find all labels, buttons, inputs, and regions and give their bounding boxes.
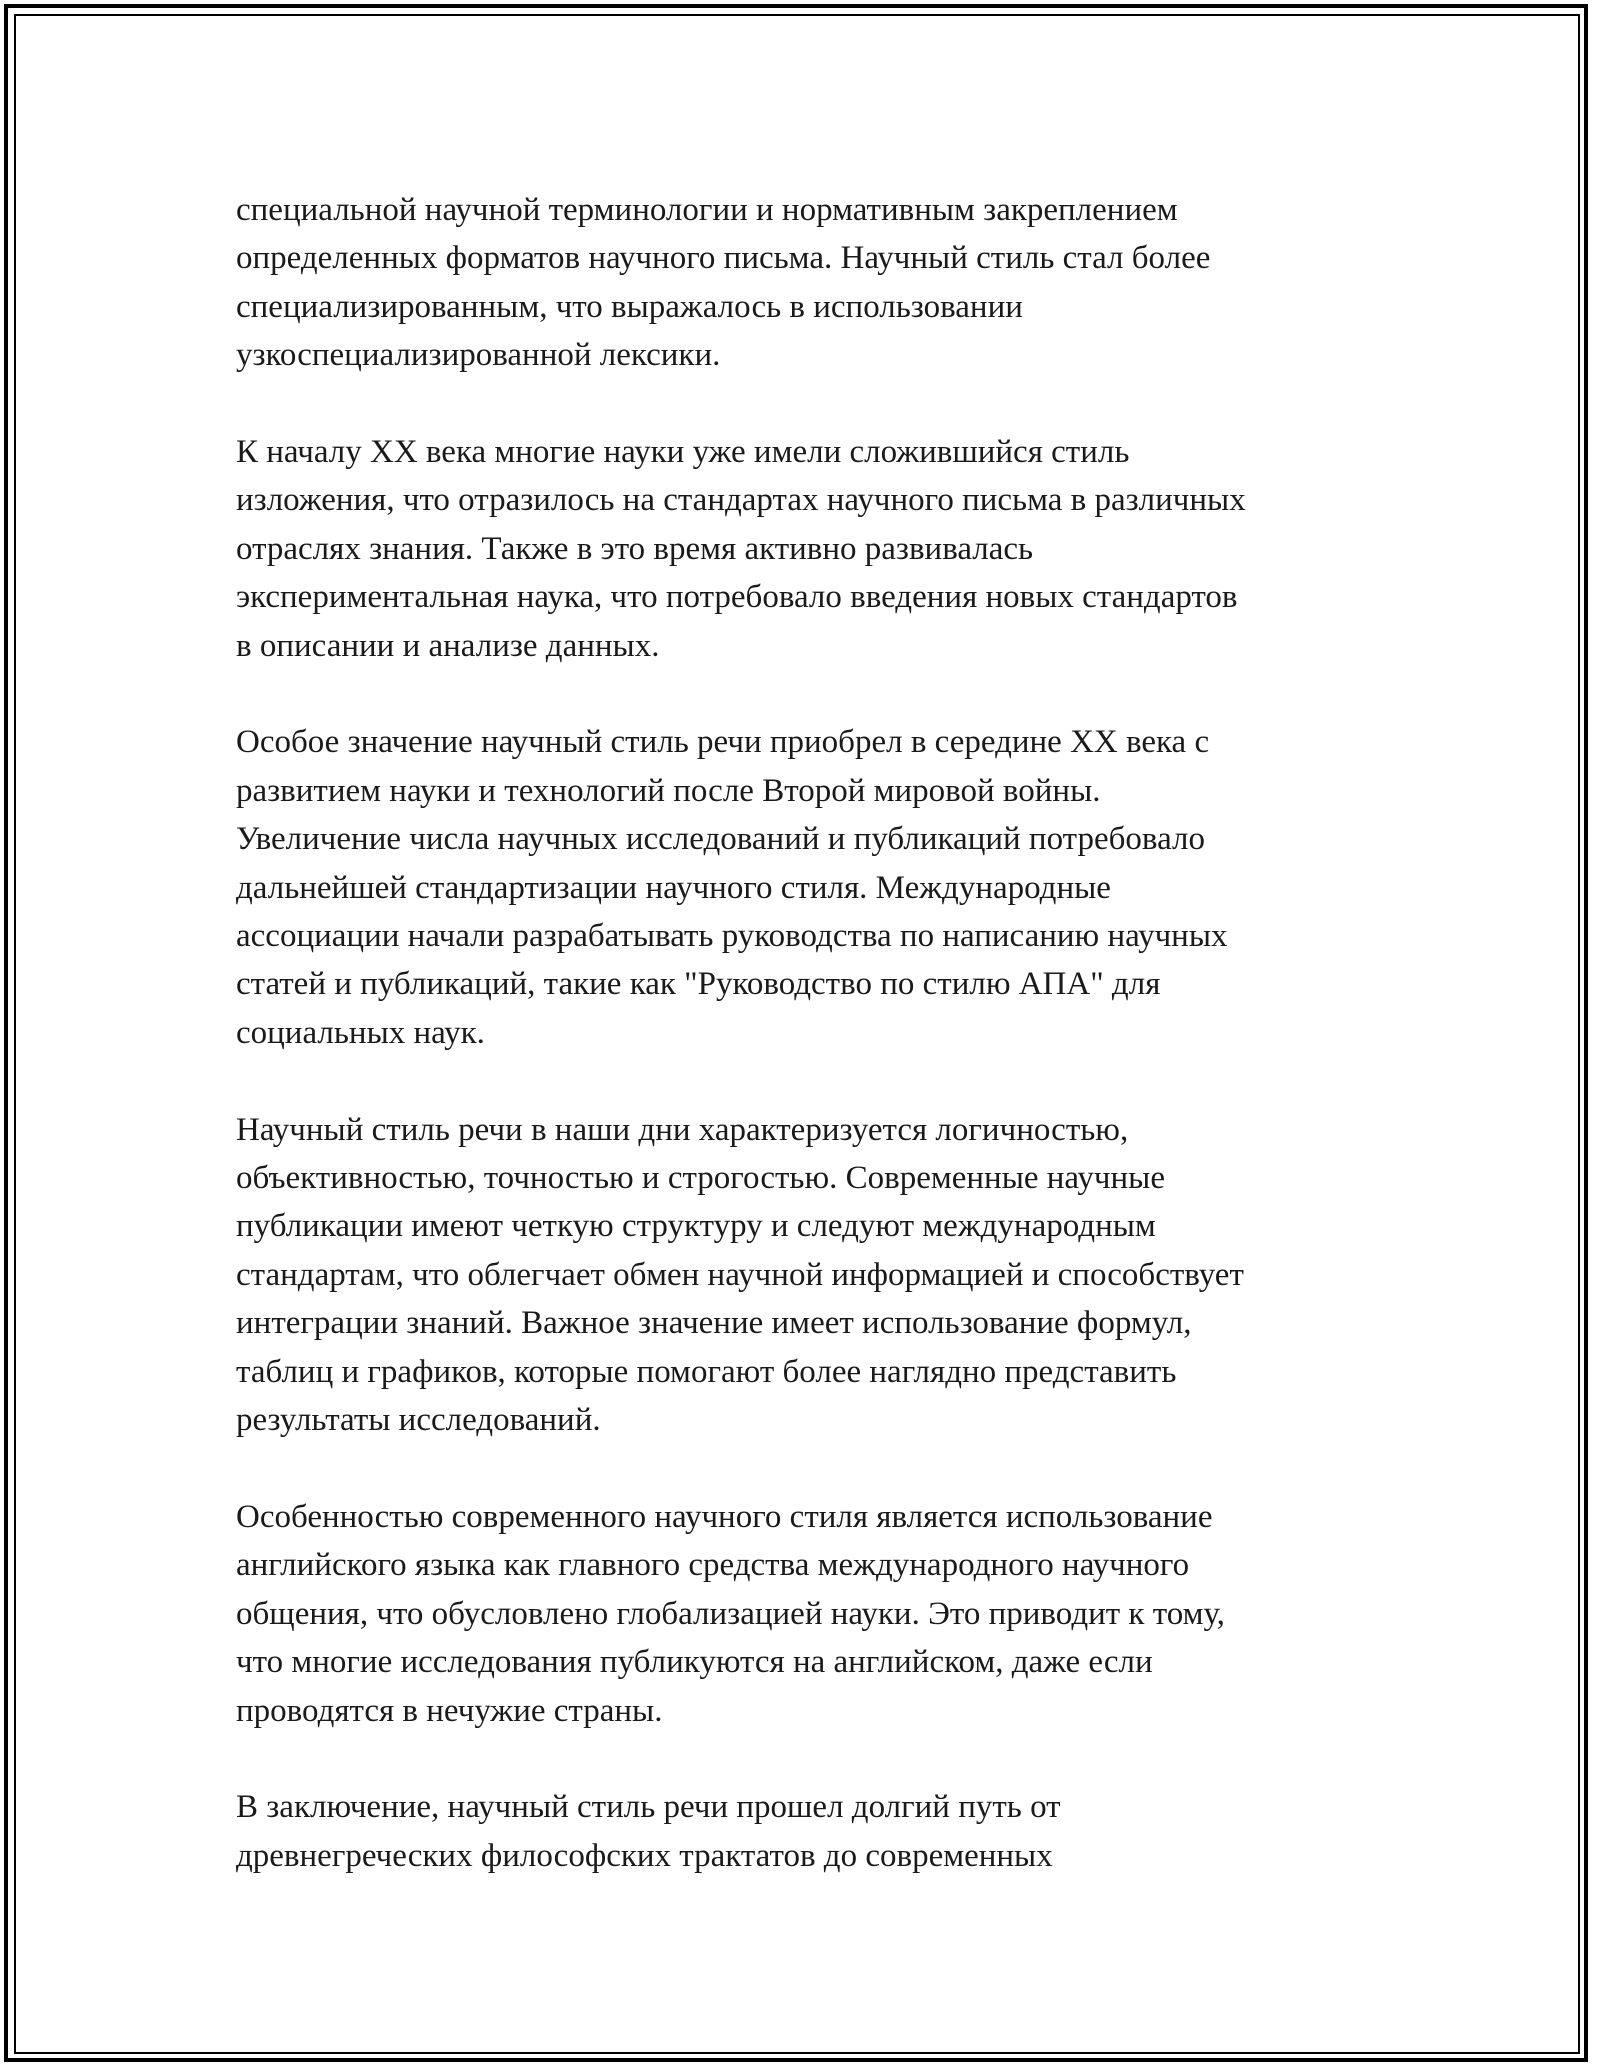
text-line: развитием науки и технологий после Второй мировой войны. [236,772,1101,809]
paragraph-3 [236,718,1376,1057]
text-line: специальной научной терминологии и нормативным закреплением [236,192,1178,228]
text-line: интеграции знаний. Важное значение имеет использование формул, [236,1305,1192,1342]
paragraph-5 [236,1493,1376,1735]
text-line: публикации имеют четкую структуру и следуют международным [236,1208,1156,1245]
text-line: таблиц и графиков, которые помогают более наглядно представить [236,1353,1177,1390]
text-line: Увеличение числа научных исследований и публикаций потребовало [236,821,1205,858]
text-line: общения, что обусловлено глобализацией науки. Это приводит к тому, [236,1595,1225,1632]
text-line: в описании и анализе данных. [236,627,660,664]
paragraph-6 [236,1783,1376,1880]
text-line: К началу XX века многие науки уже имели сложившийся стиль [236,434,1130,471]
document-body [236,186,1376,1929]
paragraph-2 [236,428,1376,670]
paragraph-1 [236,186,1376,380]
text-line: результаты исследований. [236,1402,601,1439]
text-line: объективностью, точностью и строгостью. Современные научные [236,1160,1165,1197]
text-line: отраслях знания. Также в это время активно развивалась [236,530,1034,567]
text-line: проводятся в нечужие страны. [236,1692,663,1729]
text-line: английского языка как главного средства международного научного [236,1547,1190,1584]
text-line: социальных наук. [236,1014,485,1051]
text-line: Научный стиль речи в наши дни характеризуется логичностью, [236,1111,1129,1148]
text-line: специализированным, что выражалось в использовании [236,288,1023,325]
text-line: статей и публикаций, такие как "Руководство по стилю АПА" для [236,966,1161,1003]
text-line: что многие исследования публикуются на английском, даже если [236,1644,1153,1681]
text-line: узкоспециализированной лексики. [236,337,721,374]
text-line: Особенностью современного научного стиля является использование [236,1498,1213,1535]
text-line: древнегреческих философских трактатов до современных [236,1837,1053,1874]
text-line: ассоциации начали разрабатывать руководства по написанию научных [236,918,1228,955]
text-line: стандартам, что облегчает обмен научной информацией и способствует [236,1256,1244,1293]
text-line: дальнейшей стандартизации научного стиля. Международные [236,869,1111,906]
text-line: В заключение, научный стиль речи прошел долгий путь от [236,1789,1061,1826]
text-line: Особое значение научный стиль речи приобрел в середине XX века с [236,724,1210,761]
paragraph-4 [236,1106,1376,1445]
text-line: изложения, что отразилось на стандартах научного письма в различных [236,482,1246,519]
text-line: экспериментальная наука, что потребовало введения новых стандартов [236,579,1238,616]
text-line: определенных форматов научного письма. Научный стиль стал более [236,240,1211,277]
